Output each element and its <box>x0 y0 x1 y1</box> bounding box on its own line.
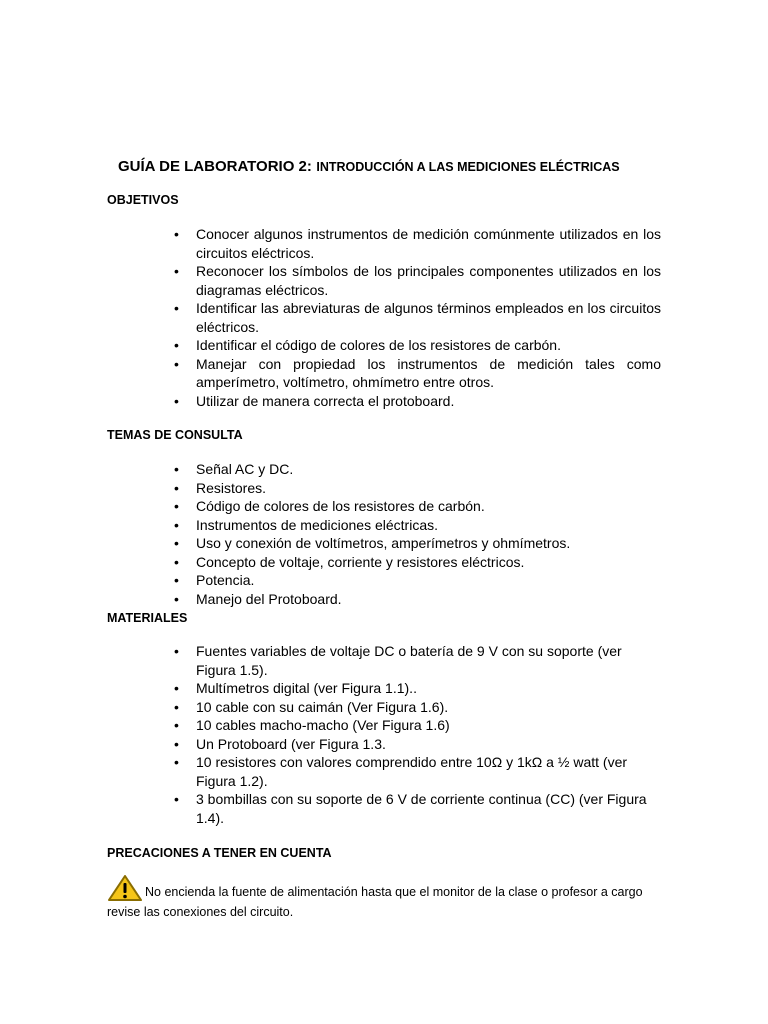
list-item: • 10 resistores con valores comprendido entre 10Ω y 1kΩ a ½ watt (ver Figura 1.2). <box>174 754 628 789</box>
bullet-icon: • <box>174 735 179 752</box>
materials-list <box>0 642 661 827</box>
document-title <box>118 158 620 176</box>
bullet-icon: • <box>174 791 179 807</box>
list-item: • Utilizar de manera correcta el protoboard. <box>174 392 455 409</box>
bullet-icon: • <box>174 300 179 316</box>
list-item: • Multímetros digital (ver Figura 1.1).. <box>174 680 417 696</box>
list-item: • Concepto de voltaje, corriente y resistores eléctricos. <box>174 553 525 570</box>
list-item: • Manejar con propiedad los instrumentos de medición tales como amperímetro, voltímetro, ohmímetro entre otros. <box>174 355 661 390</box>
title-sub: INTRODUCCIÓN A LAS MEDICIONES ELÉCTRICAS <box>316 160 620 174</box>
list-item: • 3 bombillas con su soporte de 6 V de corriente continua (CC) (ver Figura 1.4). <box>174 791 647 826</box>
bullet-icon: • <box>174 498 179 514</box>
precautions-heading: PRECACIONES A TENER EN CUENTA <box>107 846 332 860</box>
materials-heading: MATERIALES <box>107 611 188 625</box>
title-main: GUÍA DE LABORATORIO 2: <box>118 158 312 175</box>
bullet-icon: • <box>174 392 179 409</box>
objectives-heading: OBJETIVOS <box>107 193 179 207</box>
list-item: • Identificar las abreviaturas de algunos términos empleados en los circuitos eléctricos. <box>174 300 661 335</box>
bullet-icon: • <box>174 553 179 570</box>
list-item: • 10 cable con su caimán (Ver Figura 1.6). <box>174 698 449 715</box>
bullet-icon: • <box>174 717 179 733</box>
bullet-icon: • <box>174 226 179 242</box>
list-item: • Identificar el código de colores de los resistores de carbón. <box>174 337 561 353</box>
list-item: • Manejo del Protoboard. <box>174 590 342 607</box>
bullet-icon: • <box>174 680 179 696</box>
topics-list <box>0 460 676 608</box>
bullet-icon: • <box>174 572 179 588</box>
precaution-warning <box>107 874 663 922</box>
list-item: • Fuentes variables de voltaje DC o batería de 9 V con su soporte (ver Figura 1.5). <box>174 643 622 678</box>
list-item: • Reconocer los símbolos de los principales componentes utilizados en los diagramas eléctricos. <box>174 263 661 298</box>
list-item: • Código de colores de los resistores de carbón. <box>174 498 485 514</box>
bullet-icon: • <box>174 516 179 533</box>
list-item: • Instrumentos de mediciones eléctricas. <box>174 516 438 533</box>
list-item: • Uso y conexión de voltímetros, amperímetros y ohmímetros. <box>174 535 571 551</box>
list-item: • 10 cables macho-macho (Ver Figura 1.6) <box>174 717 450 733</box>
bullet-icon: • <box>174 461 179 477</box>
bullet-icon: • <box>174 263 179 279</box>
bullet-icon: • <box>174 535 179 551</box>
bullet-icon: • <box>174 643 179 659</box>
list-item: • Un Protoboard (ver Figura 1.3. <box>174 735 386 752</box>
list-item: • Resistores. <box>174 479 267 496</box>
list-item: • Conocer algunos instrumentos de medición comúnmente utilizados en los circuitos eléctricos. <box>174 226 661 261</box>
warning-triangle-icon <box>107 874 143 902</box>
bullet-icon: • <box>174 337 179 353</box>
bullet-icon: • <box>174 355 179 372</box>
bullet-icon: • <box>174 754 179 770</box>
list-item: • Señal AC y DC. <box>174 461 294 477</box>
topics-heading: TEMAS DE CONSULTA <box>107 428 243 442</box>
objectives-list <box>0 225 661 410</box>
bullet-icon: • <box>174 698 179 715</box>
list-item: • Potencia. <box>174 572 255 588</box>
warning-text: No encienda la fuente de alimentación hasta que el monitor de la clase o profesor a cargo revise las conexiones del circuito. <box>107 885 643 919</box>
bullet-icon: • <box>174 479 179 496</box>
bullet-icon: • <box>174 590 179 607</box>
